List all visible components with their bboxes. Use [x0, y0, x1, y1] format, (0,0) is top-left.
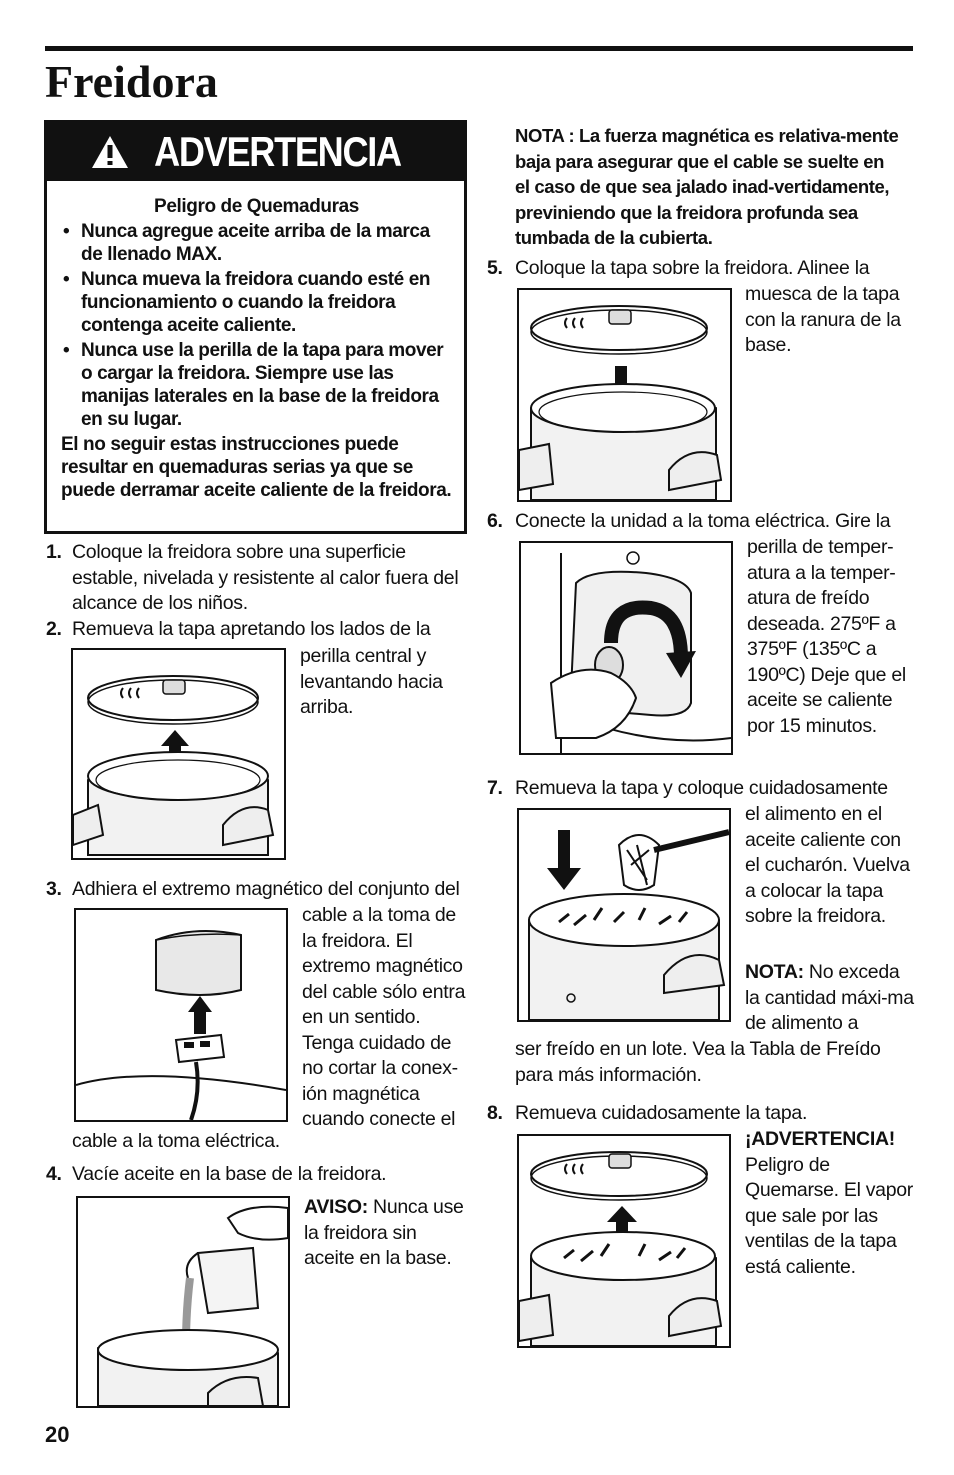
step-7-text: Remueva la tapa y coloque cuidadosamente	[515, 777, 888, 799]
temperature-knob-illustration	[521, 543, 731, 753]
warning-header	[47, 123, 464, 181]
step-1-text: Coloque la freidora sobre una superficie estable, nivelada y resistente al calor fuera del alcance de los niños.	[72, 541, 459, 614]
nota-label: NOTA:	[745, 961, 804, 983]
warning-triangle-icon	[90, 134, 130, 170]
page-number: 20	[45, 1422, 70, 1447]
figure-remove-lid	[517, 1134, 731, 1348]
step-7-nota	[745, 960, 915, 1037]
add-food-illustration	[519, 810, 729, 1020]
warning-subtitle: Peligro de Quemaduras	[154, 196, 359, 217]
step-8-text: Remueva cuidadosamente la tapa.	[515, 1102, 808, 1124]
warning-heading: ADVERTENCIA	[154, 128, 401, 175]
page-title: Freidora	[45, 56, 218, 107]
step-8-warning-label: ¡ADVERTENCIA!	[745, 1128, 895, 1150]
pour-oil-illustration	[78, 1198, 288, 1406]
step-2-text: Remueva la tapa apretando los lados de la	[72, 618, 431, 640]
step-7-text-cont: el alimento en el aceite caliente con el cucharón. Vuelva a colocar la tapa sobre la freidora.	[745, 803, 910, 927]
warning-bullet: • Nunca agregue aceite arriba de la marca de llenado MAX.	[61, 220, 452, 266]
figure-magnetic-cord	[74, 908, 288, 1122]
step-5-text-cont: muesca de la tapa con la ranura de la base.	[745, 283, 901, 356]
figure-place-lid	[517, 288, 732, 502]
step-3-text-cont: cable a la toma de la freidora. El extremo magnético del cable sólo entra en un sentido. Tenga cuidado de no cortar la conex-ión magnética cuando conecte el	[302, 904, 466, 1130]
header-rule	[45, 46, 913, 51]
step-number: 5.	[487, 257, 503, 279]
step-5-text: Coloque la tapa sobre la freidora. Alinee la	[515, 257, 870, 279]
nota-text: No exceda la cantidad máxi-ma de alimento a	[745, 961, 914, 1034]
step-number: 2.	[46, 618, 62, 640]
step-8-warning-text: Peligro de Quemarse. El vapor que sale por las ventilas de la tapa está caliente.	[745, 1153, 914, 1278]
figure-lift-lid	[71, 648, 286, 860]
step-number: 3.	[46, 878, 62, 900]
step-2-text-cont: perilla central y levantando hacia arriba.	[300, 645, 443, 718]
step-number: 4.	[46, 1163, 62, 1185]
step-7-text-end: ser freído en un lote. Vea la Tabla de Freído para más información.	[515, 1038, 881, 1086]
warning-footer: El no seguir estas instrucciones puede resultar en quemaduras serias ya que se puede derramar aceite caliente de la freidora.	[61, 434, 452, 501]
fryer-lid-illustration	[73, 650, 284, 858]
step-number: 7.	[487, 777, 503, 799]
figure-temperature-knob	[519, 541, 733, 755]
step-6-text: Conecte la unidad a la toma eléctrica. Gire la	[515, 510, 891, 532]
step-number: 8.	[487, 1102, 503, 1124]
place-lid-illustration	[519, 290, 730, 500]
step-number: 6.	[487, 510, 503, 532]
step-number: 1.	[46, 541, 62, 563]
warning-box	[44, 120, 467, 534]
aviso-label: AVISO:	[304, 1196, 368, 1218]
figure-pour-oil	[76, 1196, 290, 1408]
step-3-text: Adhiera el extremo magnético del conjunto del	[72, 878, 460, 900]
warning-bullet: • Nunca mueva la freidora cuando esté en funcionamiento o cuando la freidora contenga aceite caliente.	[61, 268, 452, 337]
warning-list	[61, 220, 452, 431]
aviso-text: Nunca use la freidora sin aceite en la base.	[304, 1196, 464, 1269]
magnetic-plug-illustration	[76, 910, 286, 1120]
remove-lid-illustration	[519, 1136, 729, 1346]
step-4-text: Vacíe aceite en la base de la freidora.	[72, 1163, 387, 1185]
step-4-aviso	[304, 1195, 464, 1272]
step-6-text-cont: perilla de temper-atura a la temper-atura de freído deseada. 275ºF a 375ºF (135ºC a 190ºC) Deje que el aceite se caliente por 15 minutos.	[747, 536, 906, 737]
step-8-warning	[745, 1127, 915, 1280]
figure-add-food	[517, 808, 731, 1022]
warning-bullet: • Nunca use la perilla de la tapa para mover o cargar la freidora. Siempre use las manijas laterales en la base de la freidora en su lugar.	[61, 339, 452, 431]
step-3-text-end: cable a la toma eléctrica.	[72, 1130, 280, 1152]
magnetic-note: NOTA : La fuerza magnética es relativa-mente baja para asegurar que el cable se suelte en el caso de que sea jalado inad-vertidamente, previniendo que la freidora profunda sea tumbada de la cubierta.	[515, 125, 899, 248]
